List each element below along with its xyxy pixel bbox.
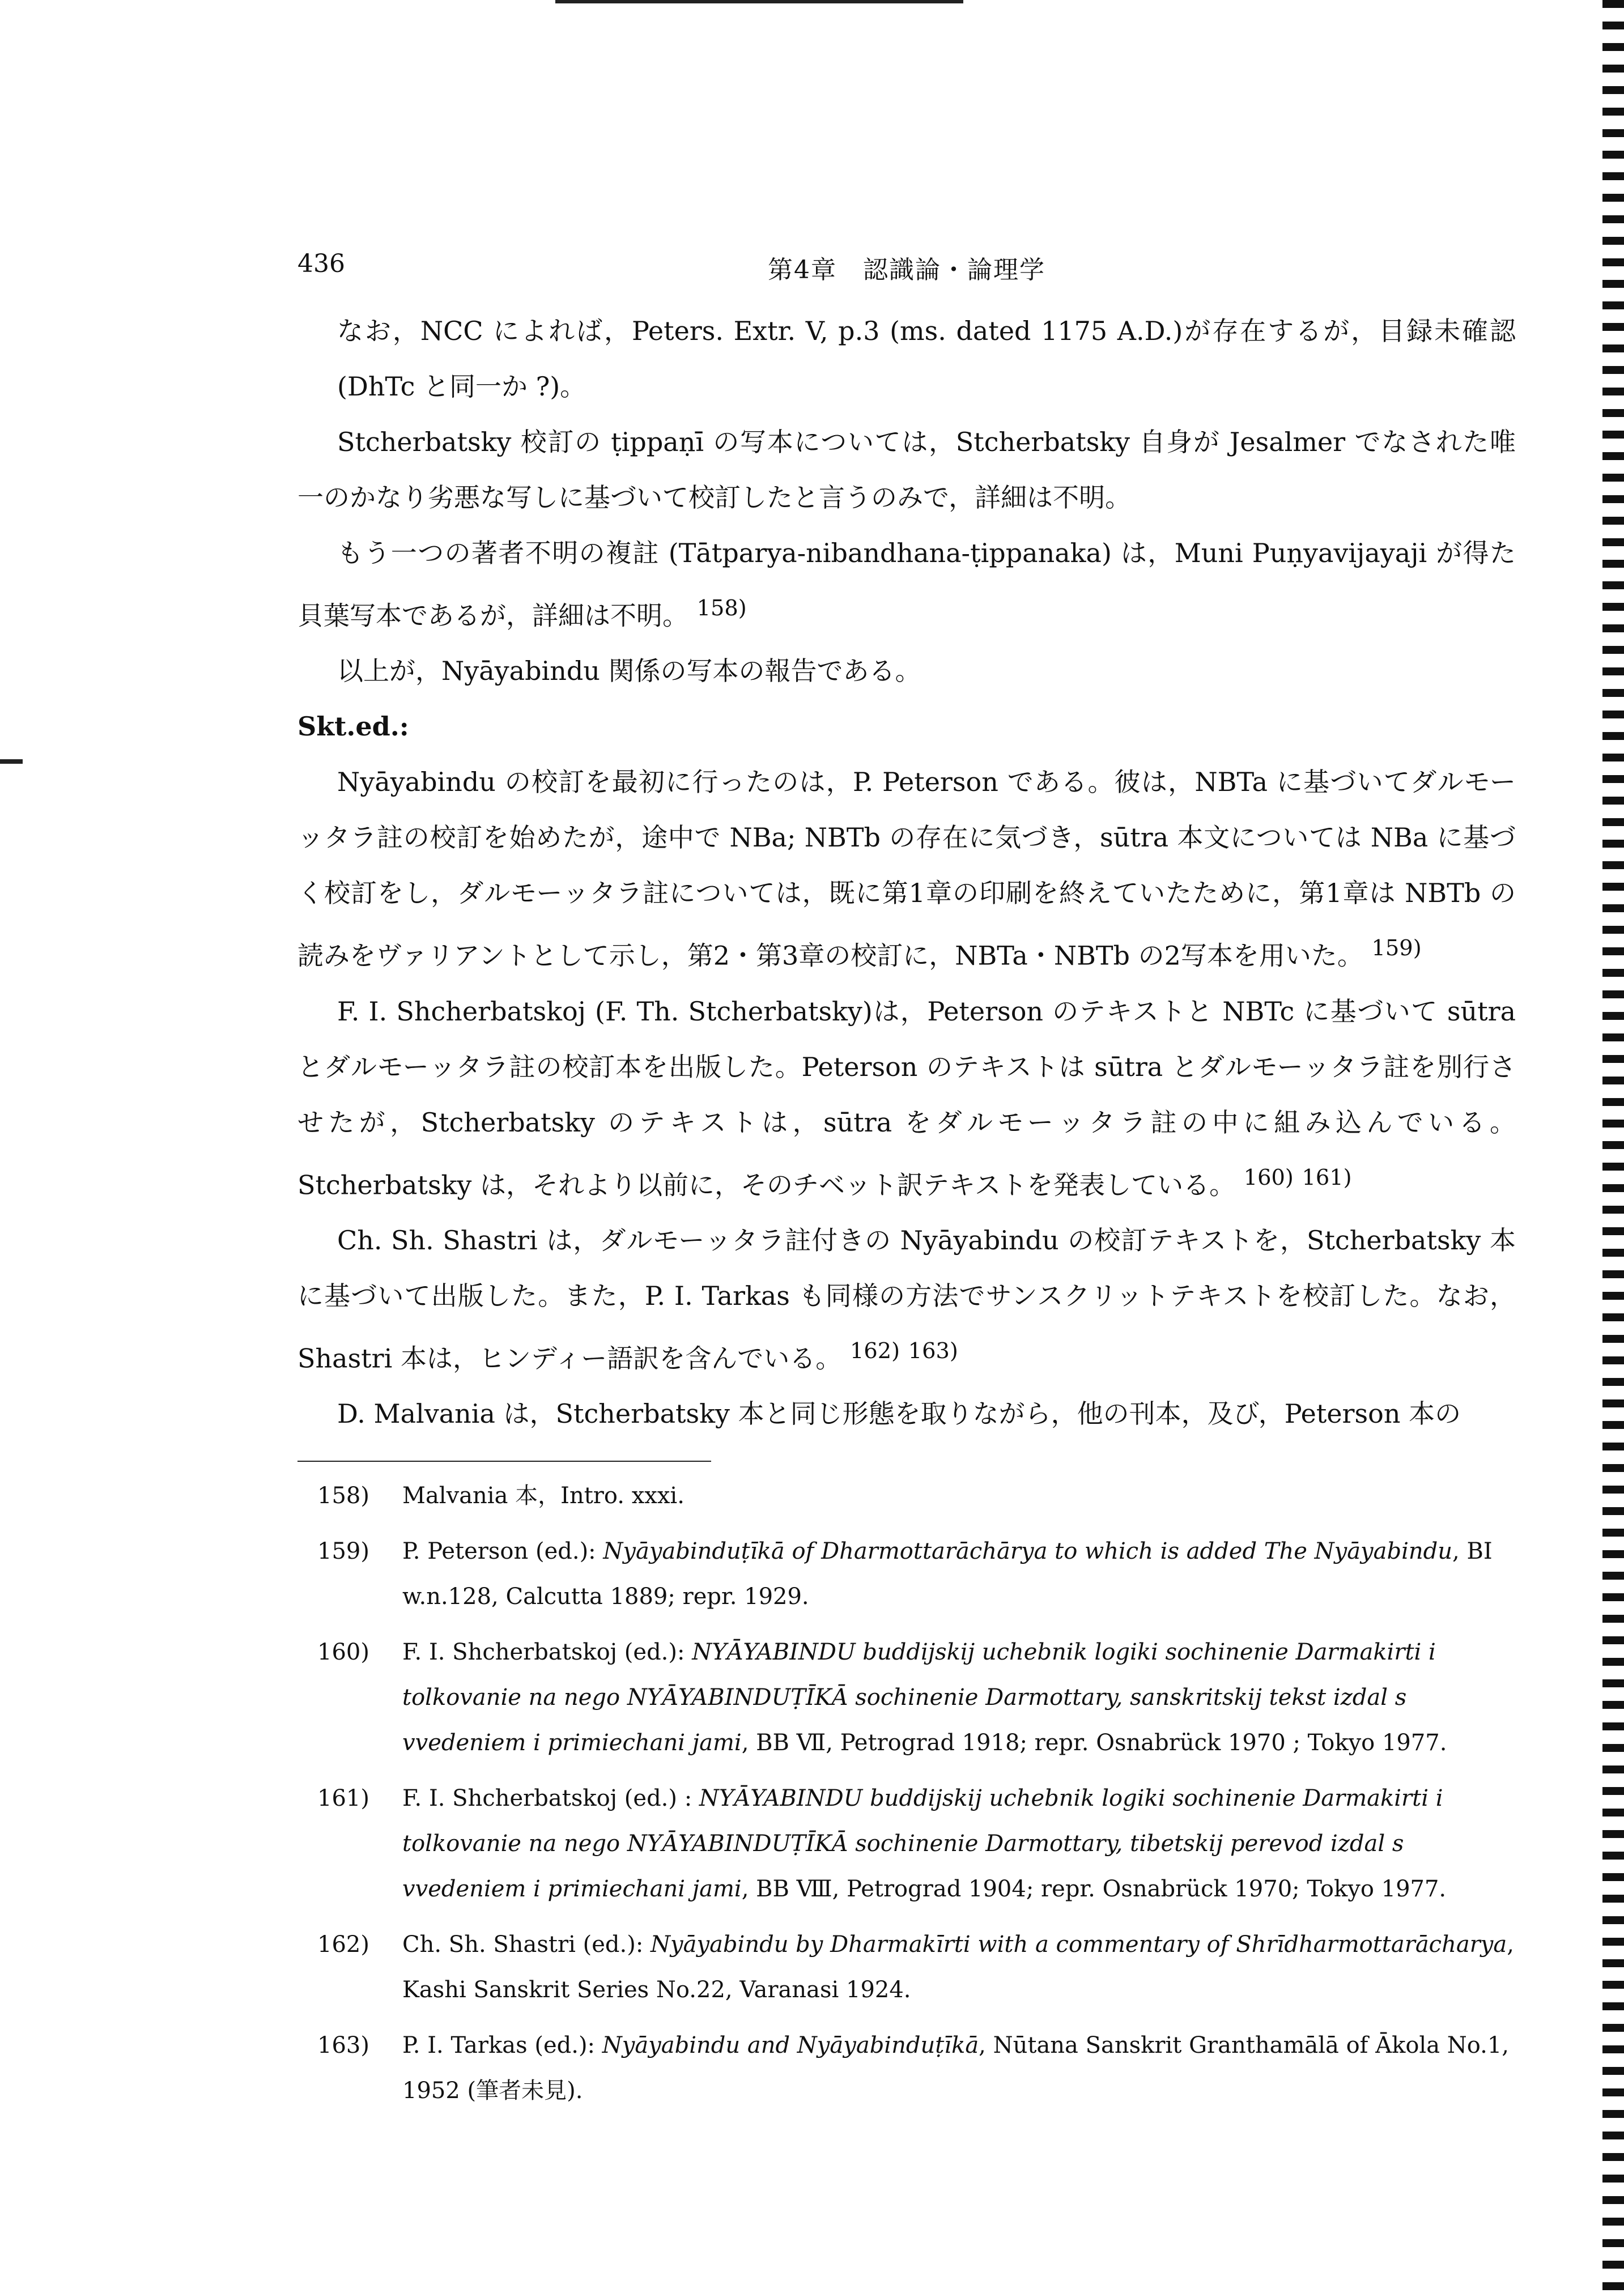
scan-edge-left: [0, 759, 23, 764]
paragraph: なお，NCC によれば，Peters. Extr. V, p.3 (ms. dated 1175 A.D.)が存在するが，目録未確認 (DhTc と同一か ?)。: [337, 316, 1516, 402]
scan-edge-top: [555, 0, 963, 3]
footnote-rule: [297, 1461, 711, 1462]
footnote: 159) P. Peterson (ed.): Nyāyabinduṭīkā of Dharmottarāchārya to which is added The Nyāyabindu, BI w.n.128, Calcutta 1889; repr. 1929.: [317, 1529, 1516, 1619]
paragraph: D. Malvania は，Stcherbatsky 本と同じ形態を取りながら，他の刊本，及び，Peterson 本の: [337, 1398, 1461, 1430]
paragraph: Stcherbatsky 校訂の ṭippaṇī の写本については，Stcherbatsky 自身が Jesalmer でなされた唯一のかなり劣悪な写しに基づいて校訂したと言うのみで，詳細は不明。: [297, 427, 1516, 513]
footnote-ref[interactable]: 163): [908, 1338, 958, 1364]
footnote-title: Nyāyabindu by Dharmakīrti with a commentary of Shrīdharmottarācharya: [651, 1932, 1507, 1958]
footnote-ref[interactable]: 158): [696, 595, 747, 621]
footnote-ref[interactable]: 160): [1243, 1164, 1294, 1190]
footnote-number: 159): [317, 1538, 369, 1564]
section-heading: Skt.ed.:: [297, 711, 409, 742]
footnote: 162) Ch. Sh. Shastri (ed.): Nyāyabindu by Dharmakīrti with a commentary of Shrīdharmottarācharya, Kashi Sanskrit Series No.22, Varanasi 1924.: [317, 1922, 1516, 2013]
footnote-number: 162): [317, 1932, 369, 1958]
footnote-ref[interactable]: 161): [1302, 1164, 1352, 1190]
footnote-ref[interactable]: 159): [1371, 935, 1422, 962]
chapter-title: 第4章 認識論・論理学: [768, 256, 1045, 284]
body-text: [297, 303, 1516, 1441]
footnote: 160) F. I. Shcherbatskoj (ed.): NYĀYABINDU buddijskij uchebnik logiki sochinenie Darmakirti i tolkovanie na nego NYĀYABINDUṬĪKĀ sochinenie Darmottary, sanskritskij tekst izdal s vvedeniem i primiechani jami, BB Ⅶ, Petrograd 1918; repr. Osnabrück 1970 ; Tokyo 1977.: [317, 1630, 1516, 1766]
footnote-title: NYĀYABINDU buddijskij uchebnik logiki sochinenie Darmakirti i tolkovanie na nego NYĀYABINDUṬĪKĀ sochinenie Darmottary, tibetskij perevod izdal s vvedeniem i primiechani jami: [402, 1785, 1443, 1902]
footnote: 161) F. I. Shcherbatskoj (ed.) : NYĀYABINDU buddijskij uchebnik logiki sochinenie Darmakirti i tolkovanie na nego NYĀYABINDUṬĪKĀ sochinenie Darmottary, tibetskij perevod izdal s vvedeniem i primiechani jami, BB Ⅷ, Petrograd 1904; repr. Osnabrück 1970; Tokyo 1977.: [317, 1776, 1516, 1912]
paragraph: Ch. Sh. Shastri は，ダルモーッタラ註付きの Nyāyabindu の校訂テキストを，Stcherbatsky 本に基づいて出版した。また，P. I. Tarkas も同様の方法でサンスクリットテキストを校訂した。なお，Shastri 本は，ヒンディー語訳を含んでいる。 $^{162)}$ $^{163)}$: [297, 1224, 1516, 1374]
footnote-title: Nyāyabinduṭīkā of Dharmottarāchārya to which is added The Nyāyabindu: [603, 1538, 1453, 1564]
paragraph: F. I. Shcherbatskoj (F. Th. Stcherbatsky)は，Peterson のテキストと NBTc に基づいて sūtra とダルモーッタラ註の校訂本を出版した。Peterson のテキストは sūtra とダルモーッタラ註を別行させたが，Stcherbatsky のテキストは，sūtra をダルモーッタラ註の中に組み込んでいる。Stcherbatsky は，それより以前に，そのチベット訳テキストを発表している。 $^{160)}$ $^{161)}$: [297, 996, 1516, 1200]
footnote-number: 161): [317, 1785, 369, 1811]
footnote-title: NYĀYABINDU buddijskij uchebnik logiki sochinenie Darmakirti i tolkovanie na nego NYĀYABINDUṬĪKĀ sochinenie Darmottary, sanskritskij tekst izdal s vvedeniem i primiechani jami: [402, 1639, 1436, 1756]
footnote-ref[interactable]: 162): [849, 1338, 900, 1364]
paragraph: Nyāyabindu の校訂を最初に行ったのは，P. Peterson である。彼は，NBTa に基づいてダルモーッタラ註の校訂を始めたが，途中で NBa; NBTb の存在に気づき，sūtra 本文については NBa に基づく校訂をし，ダルモーッタラ註については，既に第1章の印刷を終えていたために，第1章は NBTb の読みをヴァリアントとして示し，第2・第3章の校訂に，NBTa・NBTb の2写本を用いた。 $^{159)}$: [297, 767, 1516, 971]
footnote-title: Nyāyabindu and Nyāyabinduṭīkā: [602, 2032, 979, 2058]
paragraph: 以上が，Nyāyabindu 関係の写本の報告である。: [337, 656, 921, 687]
paragraph: もう一つの著者不明の複註 (Tātparya-nibandhana-ṭippanaka) は，Muni Puṇyavijayaji が得た貝葉写本であるが，詳細は不明。 $^{158)}$: [297, 538, 1516, 631]
page-number: 436: [297, 249, 345, 278]
running-header: [297, 249, 1516, 283]
scan-edge-right: [1602, 0, 1624, 2293]
footnote-number: 163): [317, 2032, 369, 2058]
footnote: 158) Malvania 本，Intro. xxxi.: [317, 1473, 1516, 1518]
footnote-number: 158): [317, 1483, 369, 1509]
footnotes: [317, 1473, 1516, 2124]
footnote-number: 160): [317, 1639, 369, 1665]
footnote: 163) P. I. Tarkas (ed.): Nyāyabindu and Nyāyabinduṭīkā, Nūtana Sanskrit Granthamālā of Ākola No.1, 1952 (筆者未見).: [317, 2023, 1516, 2113]
